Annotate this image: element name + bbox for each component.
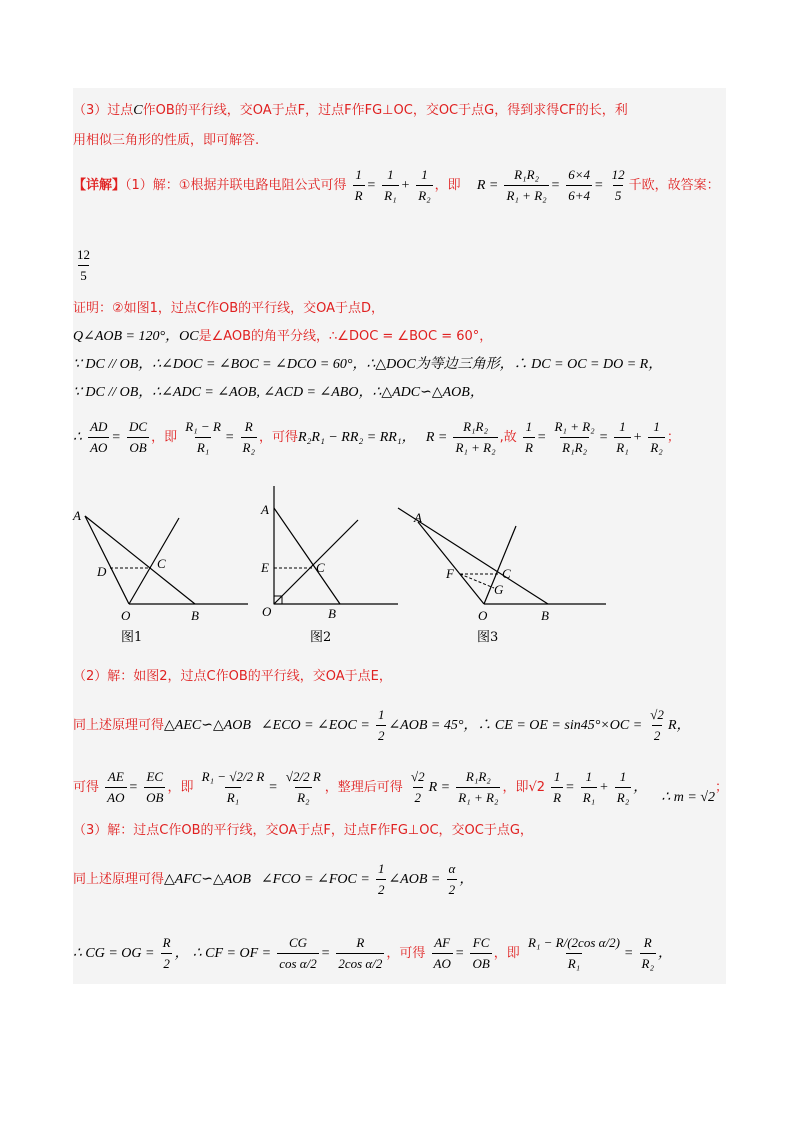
fig2-label-o: O — [262, 604, 272, 619]
figure-2-caption: 图2 — [310, 630, 332, 645]
part2-line1: （2）解：如图2，过点C作OB的平行线，交OA于点E， — [73, 669, 392, 684]
fig2-label-b: B — [328, 606, 336, 621]
figure-3-caption: 图3 — [477, 630, 499, 645]
fig1-label-d: D — [97, 564, 107, 579]
proof-line5: ∴ $\frac{AD}{AO}$ = $\frac{DC}{OB}$ ，即 $\frac{\text{R₁ − R}}{\text{R₁}}$ = $\frac{R}{\text{R₂}}$ ，可得R₂R₁ − RR₂ = RR₁， R = $\frac{\text{R₁R₂}}{\text{R₁ + R₂}}$ ,故 $\frac{1}{R}$ = $\frac{\text{R₁ + R₂}}{\text{R₁R₂}}$ = $\frac{1}{\text{R₁}}$ + $\frac{1}{\text{R₂}}$ ； — [73, 419, 680, 455]
part3-hint-line1: （3）过点C作OB的平行线，交OA于点F，过点F作FG⊥OC，交OC于点G，得到求得CF的长，利 — [73, 103, 628, 118]
fig2-label-a: A — [261, 502, 269, 517]
part3-hint-line2: 用相似三角形的性质，即可解答. — [73, 133, 260, 148]
part2-line2: 同上述原理可得△AEC∽△AOB ∠ECO = ∠EOC = $\frac{1}{2}$ ∠AOB = 45°，∴ CE = OE = sin45°×OC = $\frac{√2}{2}$ R， — [73, 707, 691, 743]
part3-line1: （3）解：过点C作OB的平行线，交OA于点F，过点F作FG⊥OC，交OC于点G， — [73, 823, 533, 838]
fig3-label-c: C — [502, 566, 511, 581]
figure-2 — [258, 486, 398, 621]
figure-1 — [73, 492, 253, 623]
fig3-label-o: O — [478, 608, 488, 623]
detail-line: 【详解】（1）解：①根据并联电路电阻公式可得 $\frac{1}{R}$ = $\frac{1}{\text{R₁}}$ + $\frac{1}{\text{R₂}}$ ，即 R = $\frac{\text{R₁R₂}}{\text{R₁ + R₂}}$ = $\frac{6\times 4}{6+4}$ = $\frac{12}{5}$ 千欧，故答案： — [73, 167, 720, 203]
proof-line3: ∵ DC // OB，∴∠DOC = ∠BOC = ∠DCO = 60°，∴△DOC为等边三角形，∴ DC = OC = DO = R， — [73, 357, 663, 372]
figure-3 — [398, 508, 613, 623]
part2-line3: 可得 $\frac{AE}{AO}$ = $\frac{EC}{OB}$ ，即 $\frac{\text{R₁ − √2/2 R}}{\text{R₁}}$ = $\frac{√2/2 R}{\text{R₂}}$ ，整理后可得 $\frac{√2}{2}$ R = $\frac{\text{R₁R₂}}{\text{R₁ + R₂}}$ ，即√2 $\frac{1}{R}$ = $\frac{1}{\text{R₁}}$ + $\frac{1}{\text{R₂}}$ ， ∴ m = √2； — [73, 769, 729, 805]
fig1-label-b: B — [191, 608, 199, 623]
proof-line4: ∵ DC // OB，∴∠ADC = ∠AOB, ∠ACD = ∠ABO，∴△ADC∽△AOB， — [73, 385, 484, 400]
fig1-label-o: O — [121, 608, 131, 623]
proof-line1: 证明：②如图1，过点C作OB的平行线，交OA于点D， — [73, 301, 385, 316]
fig3-label-a: A — [414, 510, 422, 525]
fig2-label-c: C — [316, 560, 325, 575]
fig3-label-b: B — [541, 608, 549, 623]
fig3-label-g: G — [494, 582, 504, 597]
fig2-label-e: E — [261, 560, 269, 575]
figure-1-caption: 图1 — [121, 630, 143, 645]
figure-1-svg — [73, 492, 253, 623]
fig1-label-c: C — [157, 556, 166, 571]
part3-line3: ∴ CG = OG = $\frac{R}{2}$ ， ∴ CF = OF = $\frac{CG}{\text{cos α/2}}$ = $\frac{R}{\text{2cos α/2}}$ ，可得 $\frac{AF}{AO}$ = $\frac{FC}{OB}$ ，即 $\frac{\text{R₁ − R/(2cos α/2)}}{\text{R₁}}$ = $\frac{R}{\text{R₂}}$ ， — [73, 935, 672, 971]
figure-3-svg — [398, 508, 613, 623]
proof-line2: Q∠AOB = 120°，OC是∠AOB的角平分线，∴∠DOC = ∠BOC = 60°， — [73, 329, 493, 344]
fig1-label-a: A — [73, 508, 81, 523]
answer-fraction: $\frac{12}{5}$ — [77, 247, 90, 283]
fig3-label-f: F — [446, 566, 454, 581]
document-page — [73, 88, 729, 984]
figure-2-svg — [258, 486, 398, 621]
part3-line2: 同上述原理可得△AFC∽△AOB ∠FCO = ∠FOC = $\frac{1}{2}$ ∠AOB = $\frac{\alpha}{2}$ ， — [73, 861, 474, 897]
